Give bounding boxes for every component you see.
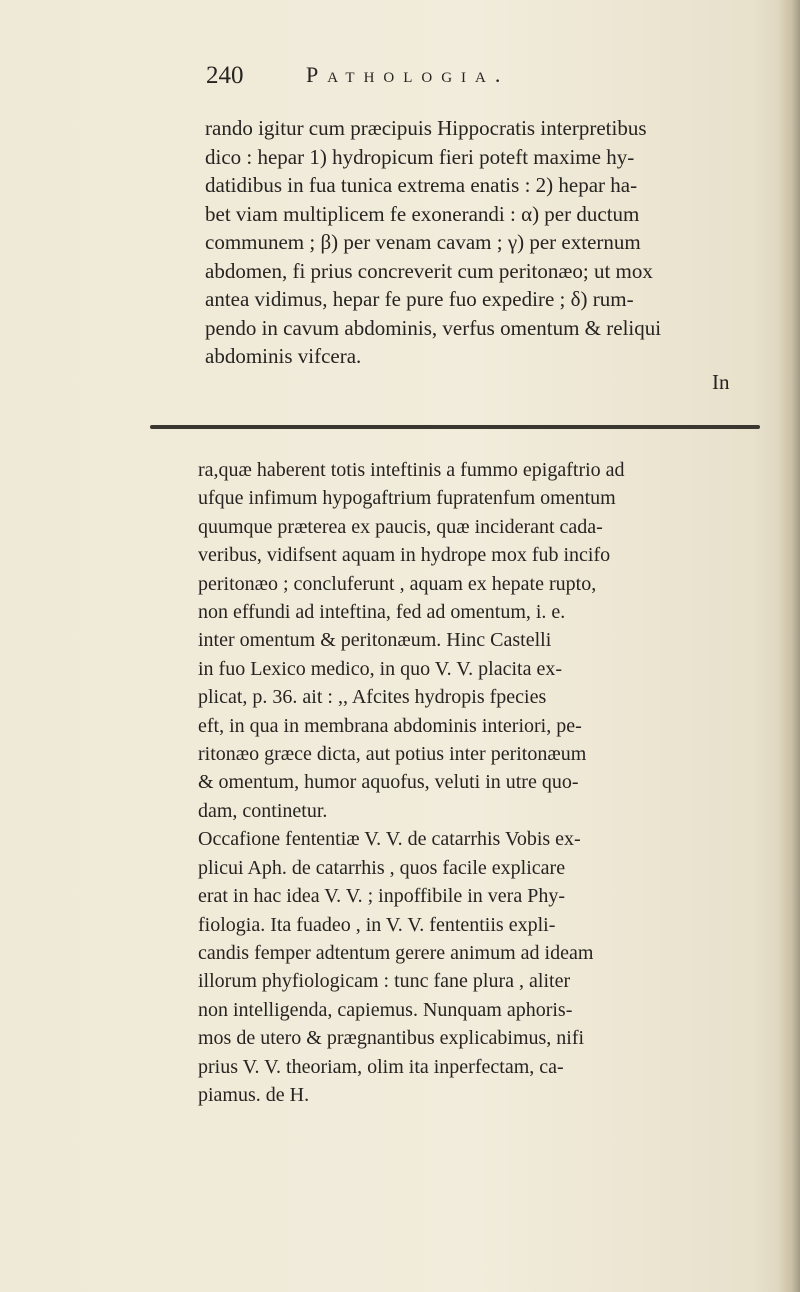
note-line: inter omentum & peritonæum. Hinc Castelli: [198, 629, 552, 652]
page-edge-shadow: [778, 0, 800, 1292]
page-number: 240: [206, 62, 244, 89]
page-header: [0, 62, 800, 102]
note-line: dam, continetur.: [198, 799, 328, 822]
note-line: in fuo Lexico medico, in quo V. V. placita ex-: [198, 657, 563, 680]
catchword: In: [712, 370, 730, 394]
text-line: rando igitur cum præcipuis Hippocratis interpretibus: [205, 116, 647, 140]
text-line: datidibus in fua tunica extrema enatis : 2) hepar ha-: [205, 173, 638, 197]
note-line: & omentum, humor aquofus, veluti in utre quo-: [198, 771, 579, 794]
note-line: fiologia. Ita fuadeo , in V. V. fententiis expli-: [198, 913, 556, 936]
text-line: antea vidimus, hepar fe pure fuo expedire ; δ) rum-: [205, 287, 634, 311]
footnote-divider: [150, 425, 760, 429]
text-line: pendo in cavum abdominis, verfus omentum & reliqui: [205, 315, 662, 340]
main-text: [205, 114, 745, 371]
note-line: candis femper adtentum gerere animum ad ideam: [198, 941, 594, 964]
note-line: erat in hac idea V. V. ; inpoffibile in vera Phy-: [198, 885, 565, 908]
text-line: dico : hepar 1) hydropicum fieri poteft maxime hy-: [205, 144, 635, 169]
note-line: non intelligenda, capiemus. Nunquam aphoris-: [198, 998, 573, 1021]
text-line: abdominis vifcera.: [205, 344, 362, 368]
note-line: eft, in qua in membrana abdominis interiori, pe-: [198, 714, 582, 737]
note-line: prius V. V. theoriam, olim ita inperfectam, ca-: [198, 1055, 564, 1078]
note-line: peritonæo ; concluferunt , aquam ex hepate rupto,: [198, 572, 597, 595]
running-title: Pathologia.: [306, 62, 510, 87]
note-line: non effundi ad inteftina, fed ad omentum, i. e.: [198, 601, 566, 624]
text-line: communem ; β) per venam cavam ; γ) per externum: [205, 230, 641, 254]
note-line: piamus. de H.: [198, 1083, 310, 1106]
note-line: plicat, p. 36. ait : ,, Afcites hydropis fpecies: [198, 686, 547, 709]
note-line: mos de utero & prægnantibus explicabimus, nifi: [198, 1027, 585, 1050]
text-line: bet viam multiplicem fe exonerandi : α) per ductum: [205, 201, 640, 226]
note-line: ritonæo græce dicta, aut potius inter peritonæum: [198, 743, 587, 766]
text-line: abdomen, fi prius concreverit cum peritonæo; ut mox: [205, 258, 653, 283]
note-line: veribus, vidifsent aquam in hydrope mox fub incifo: [198, 544, 611, 567]
note-line: ufque infimum hypogaftrium fupratenfum omentum: [198, 487, 616, 510]
footnote-text: [198, 456, 758, 1109]
note-line: quumque præterea ex paucis, quæ inciderant cada-: [198, 515, 603, 538]
note-line: illorum phyfiologicam : tunc fane plura , aliter: [198, 970, 571, 993]
note-line: plicui Aph. de catarrhis , quos facile explicare: [198, 856, 566, 879]
note-line: Occafione fententiæ V. V. de catarrhis Vobis ex-: [198, 828, 581, 851]
note-line: ra,quæ haberent totis inteftinis a fummo epigaftrio ad: [198, 459, 625, 481]
